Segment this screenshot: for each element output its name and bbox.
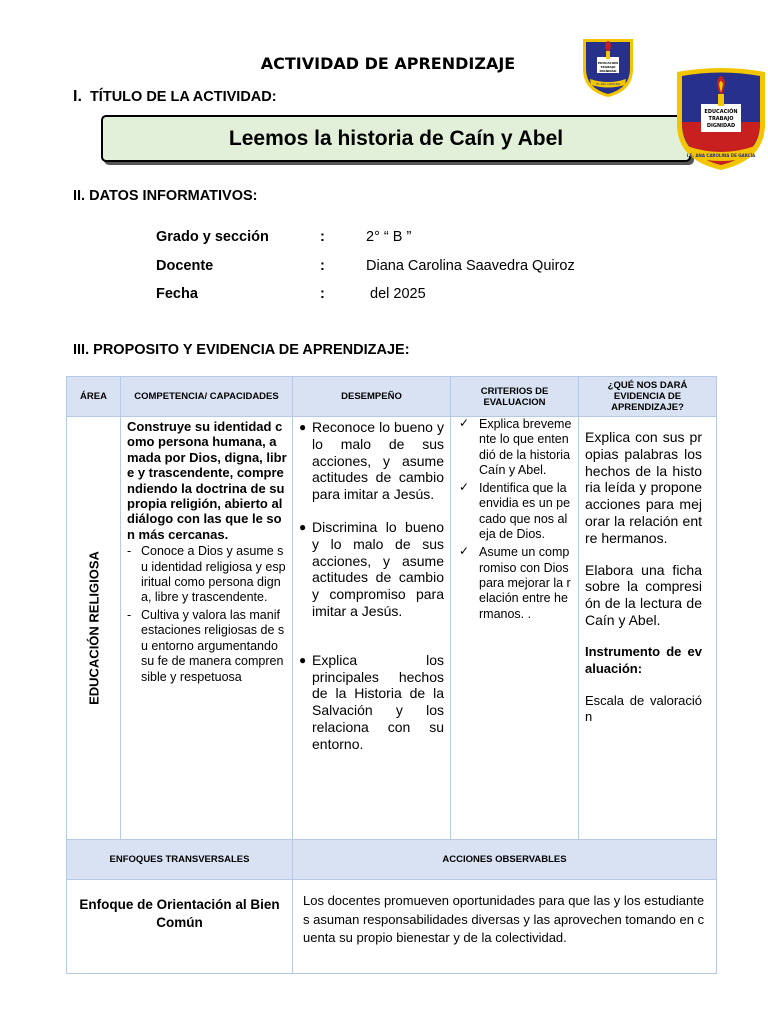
header-criterios: CRITERIOS DE EVALUACION	[451, 377, 579, 417]
area-cell	[67, 417, 121, 840]
info-label-docente: Docente	[156, 258, 214, 274]
header-area: ÁREA	[67, 377, 121, 417]
crest-large-motto-2: TRABAJO	[708, 116, 734, 122]
evidencia-p2: Elabora una ficha sobre la compresión de la lectura de Caín y Abel.	[585, 561, 702, 628]
competencia-title: Construye su identidad como persona humana, amada por Dios, digna, libre y trascendente, comprendiendo la doctrina de su propia religión, abierto al diálogo con las que le son más cercanas.	[127, 419, 287, 542]
list-item	[459, 416, 572, 478]
competencia-cell	[121, 417, 293, 840]
enfoque-name: Enfoque de Orientación al Bien Común	[67, 880, 293, 974]
desempeno-2: Discrimina lo bueno y lo malo de sus acciones, y asume actitudes de cambio y compromiso para imitar a Jesús.	[312, 518, 444, 619]
learning-table	[66, 376, 717, 974]
desempeno-1: Reconoce lo bueno y lo malo de sus acciones, y asume actitudes de cambio para imitar a Jesús.	[312, 419, 444, 503]
info-label-grado: Grado y sección	[156, 229, 269, 245]
school-crest-large	[673, 66, 768, 172]
table-content-row	[67, 417, 717, 840]
instrumento-value: Escala de valoración	[585, 693, 702, 724]
list-item	[299, 419, 444, 503]
desempeno-3: Explica los principales hechos de la Historia de la Salvación y los relaciona con su entorno.	[312, 651, 444, 752]
criterio-2: Identifica que la envidia es un pecado que nos aleja de Dios.	[479, 481, 571, 542]
info-sep-grado: :	[320, 229, 325, 245]
activity-title: Leemos la historia de Caín y Abel	[228, 126, 564, 150]
desempeno-cell	[293, 417, 451, 840]
checkmark-icon: ✓	[459, 480, 470, 495]
enfoques-header-row	[67, 840, 717, 880]
info-label-fecha: Fecha	[156, 286, 198, 302]
info-value-grado: 2° “ B ”	[366, 229, 412, 245]
crest-small-motto-1: EDUCACIÓN	[598, 61, 618, 65]
header-acciones: ACCIONES OBSERVABLES	[293, 840, 717, 880]
crest-large-motto-3: DIGNIDAD	[706, 123, 736, 129]
header-evidencia: ¿QUÉ NOS DARÁ EVIDENCIA DE APRENDIZAJE?	[579, 377, 717, 417]
document-title: ACTIVIDAD DE APRENDIZAJE	[260, 54, 516, 73]
evidencia-cell	[579, 417, 717, 840]
section-2-heading: II. DATOS INFORMATIVOS:	[73, 188, 258, 204]
header-enfoques: ENFOQUES TRANSVERSALES	[67, 840, 293, 880]
crest-large-ribbon: I.E. ANA CAROLINA DE GARCÍA	[686, 153, 756, 158]
section-1-label: TÍTULO DE LA ACTIVIDAD:	[89, 89, 277, 105]
list-item: - Conoce a Dios y asume su identidad religiosa y espiritual como persona digna, libre y trascendente.	[127, 544, 286, 605]
checkmark-icon: ✓	[459, 544, 470, 559]
crest-large-motto-1: EDUCACIÓN	[704, 109, 738, 115]
list-item	[299, 519, 444, 620]
list-item: - Cultiva y valora las manifestaciones religiosas de su entorno argumentando su fe de manera comprensible y respetuosa	[127, 607, 285, 684]
header-competencia: COMPETENCIA/ CAPACIDADES	[121, 377, 293, 417]
info-sep-docente: :	[320, 258, 325, 274]
instrumento-label: Instrumento de evaluación:	[585, 643, 702, 676]
crest-small-motto-2: TRABAJO	[600, 65, 616, 69]
list-item	[459, 544, 572, 621]
section-3-heading: III. PROPOSITO Y EVIDENCIA DE APRENDIZAJE:	[73, 342, 410, 358]
bullet-icon: ●	[299, 652, 307, 667]
capacidad-1: Conoce a Dios y asume su identidad religiosa y espiritual como persona digna, libre y trascendente.	[141, 544, 286, 605]
checkmark-icon: ✓	[459, 416, 470, 430]
evidencia-p1: Explica con sus propias palabras los hechos de la historia leída y propone acciones para mejorar la relación entre hermanos.	[585, 429, 702, 546]
section-1-number: I.	[73, 88, 82, 105]
list-item	[459, 480, 572, 542]
criterio-1: Explica brevemente lo que entendió de la historia Caín y Abel.	[479, 417, 572, 477]
info-sep-fecha: :	[320, 286, 325, 302]
criterios-cell	[451, 417, 579, 840]
area-label: EDUCACIÓN RELIGIOSA	[86, 551, 101, 705]
acciones-text: Los docentes promueven oportunidades para que las y los estudiantes asuman responsabilidades diversas y las aprovechen tomando en cuenta su propio bienestar y de la colectividad.	[293, 880, 717, 974]
desempenos-list	[293, 419, 450, 753]
info-value-fecha: del 2025	[366, 286, 426, 302]
section-1-heading	[73, 88, 277, 106]
crest-small-ribbon: I.E. ANA CAROLINA	[595, 83, 621, 86]
bullet-icon: ●	[299, 420, 307, 434]
info-value-docente: Diana Carolina Saavedra Quiroz	[366, 258, 575, 274]
capacidad-2: Cultiva y valora las manifestaciones religiosas de su entorno argumentando su fe de manera comprensible y respetuosa	[141, 607, 285, 684]
school-crest-small	[579, 35, 637, 99]
bullet-icon: ●	[299, 519, 307, 534]
crest-small-motto-3: DIGNIDAD	[599, 69, 617, 73]
criterio-3: Asume un compromiso con Dios para mejorar la relación entre hermanos. .	[479, 545, 571, 621]
activity-title-box	[101, 115, 691, 162]
enfoque-row	[67, 880, 717, 974]
table-header-row	[67, 377, 717, 417]
criterios-list	[451, 417, 578, 622]
header-desempeno: DESEMPEÑO	[293, 377, 451, 417]
capacidades-list	[121, 544, 292, 685]
list-item	[299, 652, 444, 753]
